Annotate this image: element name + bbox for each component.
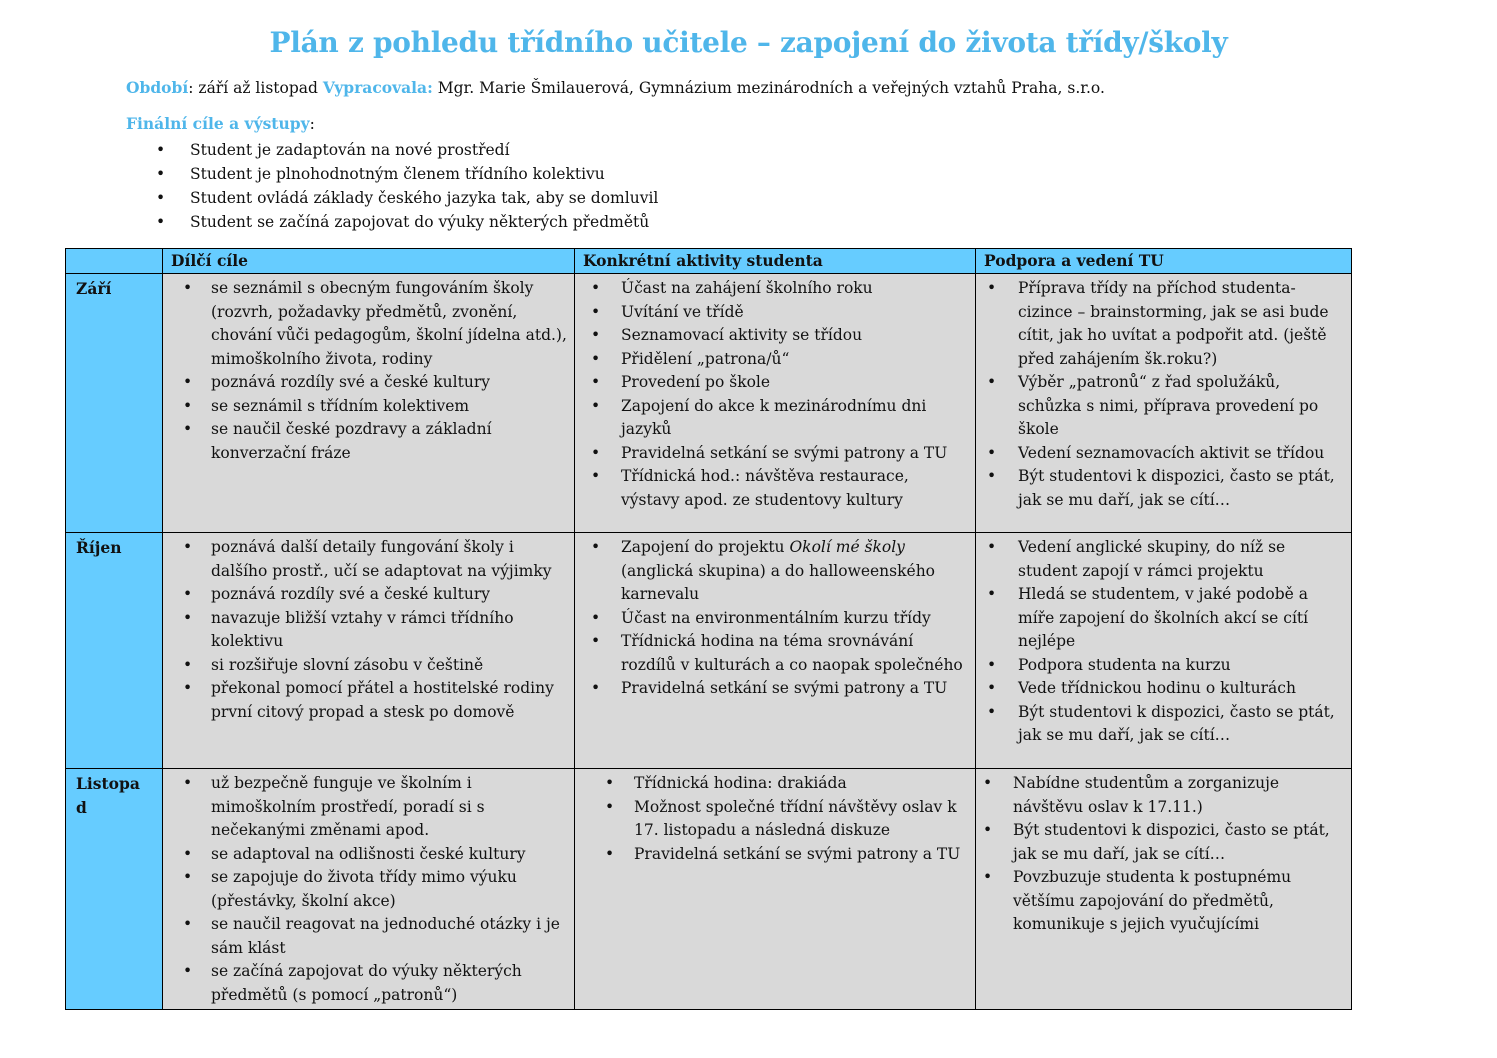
list-item: • Výběr „patronů“ z řad spolužáků, schůzka s nimi, příprava provedení po škole <box>976 371 1345 442</box>
header-goals: Dílčí cíle <box>163 249 575 274</box>
month-label-line2: d <box>76 797 87 817</box>
goals-cell <box>163 274 575 533</box>
goals-heading <box>126 114 315 134</box>
list-item: • se naučil reagovat na jednoduché otázky i je sám klást <box>163 913 568 960</box>
list-item: • poznává rozdíly své a české kultury <box>163 371 568 395</box>
goals-colon: : <box>309 115 315 133</box>
list-item: • se začíná zapojovat do výuky některých předmětů (s pomocí „patronů“) <box>163 960 568 1007</box>
list-item: • Pravidelná setkání se svými patrony a TU <box>575 843 969 867</box>
list-item: • se seznámil s obecným fungováním školy (rozvrh, požadavky předmětů, zvonění, chování vůči pedagogům, školní jídelna atd.), mimoškolního života, rodiny <box>163 277 568 371</box>
list-item: • Student ovládá základy českého jazyka tak, aby se domluvil <box>150 186 658 210</box>
header-month <box>66 249 163 274</box>
support-cell <box>976 769 1352 1010</box>
list-item: • se adaptoval na odlišnosti české kultury <box>163 843 568 867</box>
activities-cell <box>575 769 976 1010</box>
month-cell <box>66 769 163 1010</box>
list-item: • Uvítání ve třídě <box>575 301 969 325</box>
list-item: • Přidělení „patrona/ů“ <box>575 348 969 372</box>
list-item: • Povzbuzuje studenta k postupnému většímu zapojování do předmětů, komunikuje s jejich vyučujícími <box>976 866 1345 937</box>
goals-cell <box>163 533 575 769</box>
list-item: • Možnost společné třídní návštěvy oslav k 17. listopadu a následná diskuze <box>575 796 969 843</box>
list-item: • Zapojení do akce k mezinárodnímu dni jazyků <box>575 395 969 442</box>
list-item: • Vede třídnickou hodinu o kulturách <box>976 677 1345 701</box>
table-header-row <box>66 249 1352 274</box>
list-item: • si rozšiřuje slovní zásobu v češtině <box>163 654 568 678</box>
activities-cell <box>575 533 976 769</box>
list-item: • poznává rozdíly své a české kultury <box>163 583 568 607</box>
list-item: • Příprava třídy na příchod studenta-cizince – brainstorming, jak se asi bude cítit, jak ho uvítat a podpořit atd. (ještě před zahájením šk.roku?) <box>976 277 1345 371</box>
list-item: • Student je zadaptován na nové prostředí <box>150 138 658 162</box>
table-row <box>66 769 1352 1010</box>
list-item: • překonal pomocí přátel a hostitelské rodiny první citový propad a stesk po domově <box>163 677 568 724</box>
table-row <box>66 274 1352 533</box>
list-item: • se seznámil s třídním kolektivem <box>163 395 568 419</box>
author-label: Vypracovala: <box>322 78 433 97</box>
list-item: • Provedení po škole <box>575 371 969 395</box>
author-value: Mgr. Marie Šmilauerová, Gymnázium mezinárodních a veřejných vztahů Praha, s.r.o. <box>432 79 1105 97</box>
list-item: • Podpora studenta na kurzu <box>976 654 1345 678</box>
list-item: • Seznamovací aktivity se třídou <box>575 324 969 348</box>
list-item: • se naučil české pozdravy a základní konverzační fráze <box>163 418 568 465</box>
list-item: • Třídnická hodina na téma srovnávání rozdílů v kulturách a co naopak společného <box>575 630 969 677</box>
list-item: • Účast na environmentálním kurzu třídy <box>575 607 969 631</box>
month-cell: Září <box>66 274 163 533</box>
list-item: • už bezpečně funguje ve školním i mimoškolním prostředí, poradí si s nečekanými změnami apod. <box>163 772 568 843</box>
list-item: • Student je plnohodnotným členem třídního kolektivu <box>150 162 658 186</box>
goals-label: Finální cíle a výstupy <box>126 114 310 133</box>
list-item: • Pravidelná setkání se svými patrony a TU <box>575 677 969 701</box>
list-item: • Vedení seznamovacích aktivit se třídou <box>976 442 1345 466</box>
month-cell: Říjen <box>66 533 163 769</box>
page-title: Plán z pohledu třídního učitele – zapojení do života třídy/školy <box>269 26 1228 59</box>
header-activities: Konkrétní aktivity studenta <box>575 249 976 274</box>
list-item: • Pravidelná setkání se svými patrony a TU <box>575 442 969 466</box>
list-item: • Být studentovi k dispozici, často se ptát, jak se mu daří, jak se cítí… <box>976 465 1345 512</box>
list-item: • navazuje bližší vztahy v rámci třídního kolektivu <box>163 607 568 654</box>
period-label: Období <box>126 78 189 97</box>
plan-table <box>65 248 1352 1010</box>
meta-line <box>126 78 1105 98</box>
goals-cell <box>163 769 575 1010</box>
list-item: • Vedení anglické skupiny, do níž se student zapojí v rámci projektu <box>976 536 1345 583</box>
list-item <box>575 536 969 607</box>
final-goals-list <box>150 138 658 234</box>
list-item: • Student se začíná zapojovat do výuky některých předmětů <box>150 210 658 234</box>
list-item: • Hledá se studentem, v jaké podobě a míře zapojení do školních akcí se cítí nejlépe <box>976 583 1345 654</box>
table-row <box>66 533 1352 769</box>
period-value: : září až listopad <box>188 79 323 97</box>
activity-text: (anglická skupina) a do halloweenského karnevalu <box>621 561 936 603</box>
support-cell <box>976 274 1352 533</box>
activities-cell <box>575 274 976 533</box>
list-item: • poznává další detaily fungování školy i dalšího prostř., učí se adaptovat na výjimky <box>163 536 568 583</box>
list-item: • Třídnická hodina: drakiáda <box>575 772 969 796</box>
list-item: • Být studentovi k dispozici, často se ptát, jak se mu daří, jak se cítí… <box>976 701 1345 748</box>
list-item: • Být studentovi k dispozici, často se ptát, jak se mu daří, jak se cítí… <box>976 819 1345 866</box>
month-label-line1: Listopa <box>76 774 140 793</box>
list-item: • Účast na zahájení školního roku <box>575 277 969 301</box>
support-cell <box>976 533 1352 769</box>
activity-text: Zapojení do projektu <box>621 538 790 556</box>
project-name: Okolí mé školy <box>789 538 905 556</box>
list-item: • Třídnická hod.: návštěva restaurace, výstavy apod. ze studentovy kultury <box>575 465 969 512</box>
list-item: • Nabídne studentům a zorganizuje návštěvu oslav k 17.11.) <box>976 772 1345 819</box>
list-item: • se zapojuje do života třídy mimo výuku (přestávky, školní akce) <box>163 866 568 913</box>
header-support: Podpora a vedení TU <box>976 249 1352 274</box>
